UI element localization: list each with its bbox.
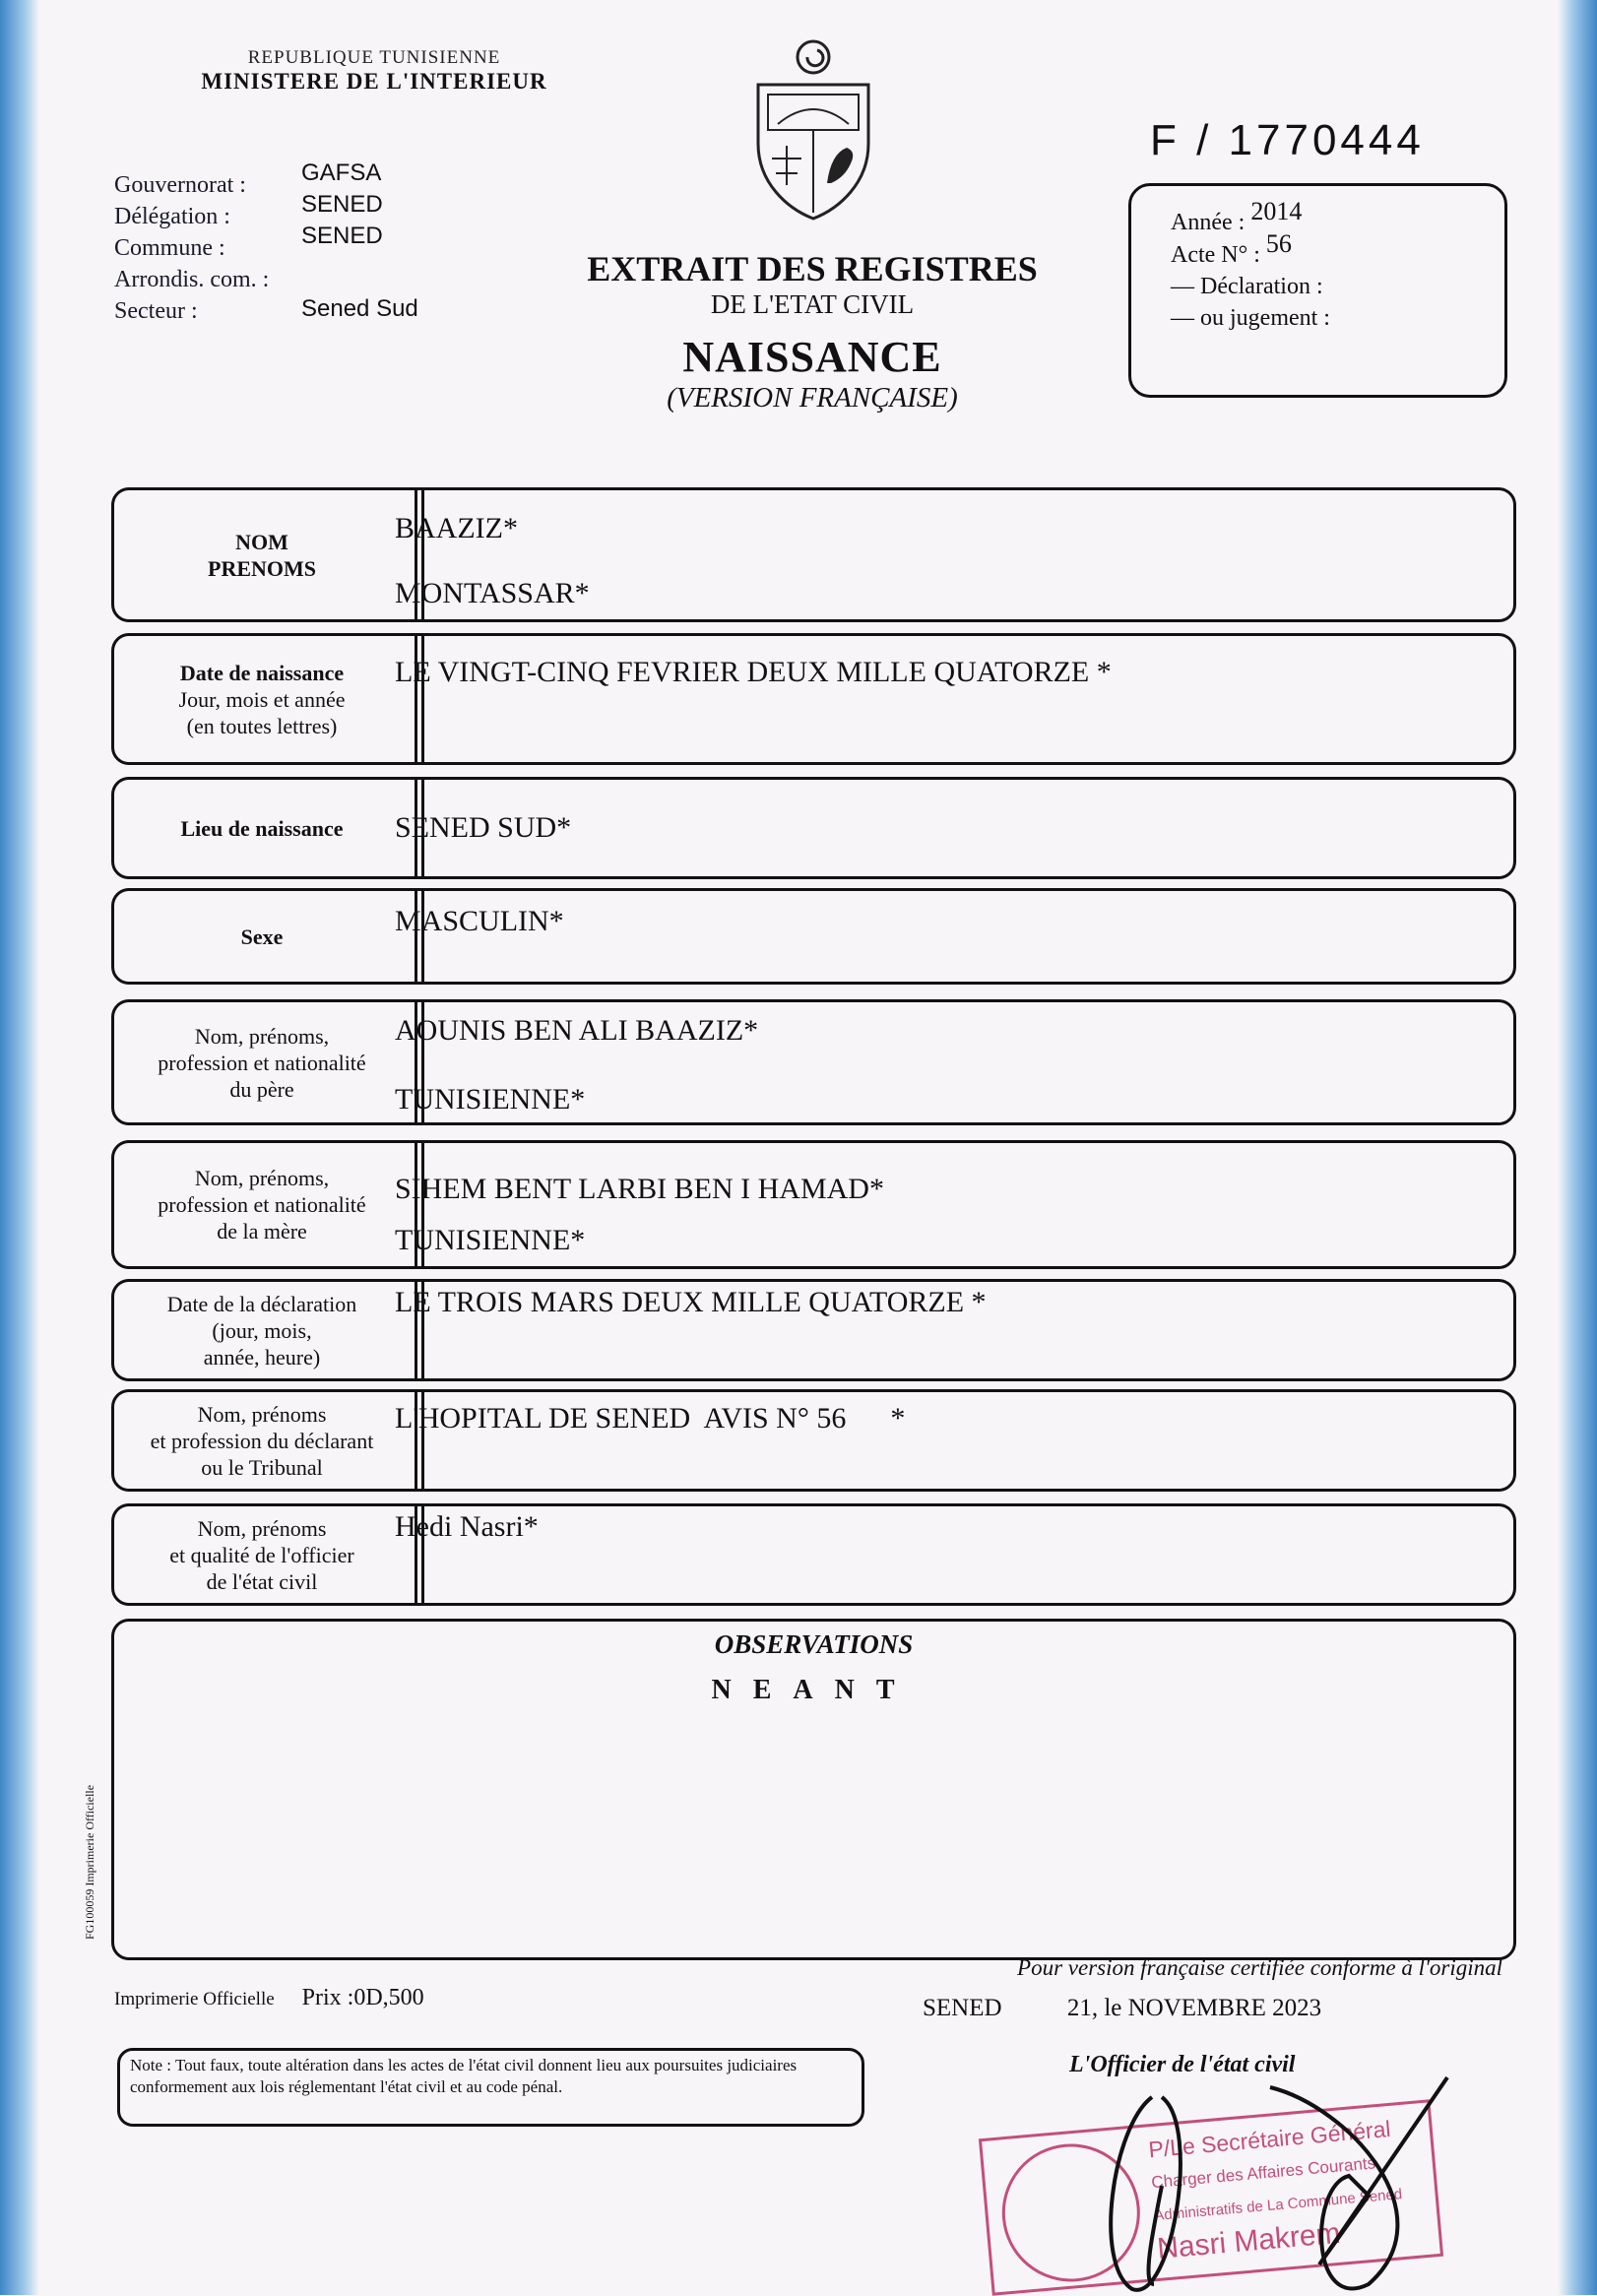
- signature: [1073, 2068, 1487, 2295]
- officier-label2: et qualité de l'officier: [169, 1542, 354, 1567]
- mere-label3: de la mère: [217, 1219, 307, 1244]
- row-nom-prenoms: [111, 487, 1516, 622]
- officier-label3: de l'état civil: [206, 1568, 318, 1594]
- title-version: (VERSION FRANÇAISE): [667, 382, 958, 414]
- nom-label: NOM: [235, 529, 288, 554]
- officier-value: Hedi Nasri*: [395, 1510, 539, 1543]
- declarant-value: L'HOPITAL DE SENED AVIS N° 56 *: [395, 1402, 906, 1435]
- vertical-print-code: FG100059 Imprimerie Officielle: [83, 1784, 96, 1940]
- date-naissance-sublabel: Jour, mois et année: [178, 686, 346, 712]
- annee-value: 2014: [1250, 197, 1303, 225]
- acte-value: 56: [1265, 229, 1292, 258]
- mere-label2: profession et nationalité: [158, 1192, 366, 1217]
- title-main: NAISSANCE: [682, 333, 942, 381]
- declarant-label2: et profession du déclarant: [150, 1428, 374, 1453]
- prenoms-label: PRENOMS: [208, 555, 316, 581]
- printer-label: Imprimerie Officielle: [114, 1989, 275, 2009]
- row-sexe: [111, 888, 1516, 985]
- row-lieu-naissance: [111, 777, 1516, 879]
- prenoms-value: MONTASSAR*: [395, 577, 590, 609]
- pere-label2: profession et nationalité: [158, 1050, 366, 1075]
- stamp-line: P/Le Secrétaire Général: [1147, 2115, 1392, 2163]
- date-naissance-sublabel2: (en toutes lettres): [186, 713, 338, 738]
- row-date-declaration: [111, 1279, 1516, 1381]
- arrondissement-value: [301, 252, 418, 293]
- commune-value: SENED: [301, 223, 383, 249]
- declaration-date-label3: année, heure): [203, 1344, 321, 1370]
- price-label: Prix :0D,500: [301, 1985, 424, 2010]
- acte-box: [1128, 183, 1507, 398]
- printer-price: [114, 1985, 424, 2011]
- declaration-date-label2: (jour, mois,: [212, 1317, 312, 1343]
- title-line1: EXTRAIT DES REGISTRES: [587, 249, 1038, 288]
- delegation-label: Délégation :: [114, 204, 230, 229]
- gouvernorat-label: Gouvernorat :: [114, 172, 246, 198]
- document-title: [512, 248, 1113, 415]
- pere-nationalite: TUNISIENNE*: [395, 1083, 586, 1116]
- pere-label3: du père: [229, 1076, 294, 1102]
- lieu-label: Lieu de naissance: [180, 815, 344, 841]
- issue-date: 21, le NOVEMBRE 2023: [1066, 1995, 1322, 2021]
- right-security-border: [1558, 0, 1597, 2295]
- jugement-label: — ou jugement :: [1171, 305, 1330, 331]
- acte-label: Acte N° :: [1171, 242, 1260, 268]
- observations-box: [111, 1619, 1516, 1960]
- row-officier: [111, 1503, 1516, 1606]
- mere-label1: Nom, prénoms,: [194, 1166, 330, 1190]
- secteur-value: Sened Sud: [301, 295, 418, 322]
- observations-title: OBSERVATIONS: [714, 1629, 914, 1659]
- declarant-label3: ou le Tribunal: [201, 1454, 323, 1480]
- arrondissement-label: Arrondis. com. :: [114, 267, 270, 292]
- issue-place: SENED: [923, 1995, 1002, 2021]
- issuer-header: [177, 47, 571, 95]
- lieu-value: SENED SUD*: [395, 811, 572, 844]
- date-naissance-label: Date de naissance: [179, 660, 345, 685]
- officer-title: L'Officier de l'état civil: [1069, 2052, 1296, 2077]
- observations-value: NEANT: [711, 1675, 917, 1705]
- row-date-naissance: [111, 633, 1516, 765]
- pere-label1: Nom, prénoms,: [194, 1023, 330, 1049]
- stamp-line: Nasri Makrem: [1155, 2216, 1342, 2265]
- commune-label: Commune :: [114, 235, 225, 261]
- coat-of-arms-icon: [748, 35, 878, 223]
- left-security-border: [0, 0, 39, 2295]
- locality-labels: [114, 169, 269, 327]
- row-declarant: [111, 1389, 1516, 1492]
- secteur-label: Secteur :: [114, 298, 198, 324]
- row-mere: [111, 1140, 1516, 1269]
- title-line2: DE L'ETAT CIVIL: [710, 289, 915, 319]
- declarant-label1: Nom, prénoms: [197, 1401, 327, 1427]
- sexe-value: MASCULIN*: [395, 905, 564, 937]
- issue-place-date: [923, 1995, 1321, 2022]
- delegation-value: SENED: [301, 191, 383, 218]
- ministry-name: MINISTERE DE L'INTERIEUR: [201, 69, 547, 94]
- pere-value: AOUNIS BEN ALI BAAZIZ*: [395, 1014, 759, 1047]
- certification-text: Pour version française certifiée conforme à l'original: [1017, 1955, 1502, 1980]
- date-naissance-value: LE VINGT-CINQ FEVRIER DEUX MILLE QUATORZE *: [395, 656, 1112, 688]
- row-pere: [111, 999, 1516, 1125]
- sexe-label: Sexe: [240, 924, 284, 949]
- officier-label1: Nom, prénoms: [197, 1515, 327, 1541]
- legal-note: Note : Tout faux, toute altération dans les actes de l'état civil donnent lieu aux poursuites judiciaires conformement aux lois réglementant l'état civil et au code pénal.: [117, 2048, 864, 2127]
- stamp-line: Charger des Affaires Courants: [1150, 2153, 1376, 2193]
- annee-label: Année :: [1171, 210, 1246, 235]
- nom-value: BAAZIZ*: [395, 512, 518, 544]
- declaration-label: — Déclaration :: [1171, 274, 1323, 299]
- locality-values: [301, 158, 418, 325]
- mere-value: SIHEM BENT LARBI BEN I HAMAD*: [395, 1173, 884, 1205]
- declaration-date-label1: Date de la déclaration: [166, 1291, 357, 1316]
- declaration-date-value: LE TROIS MARS DEUX MILLE QUATORZE *: [395, 1286, 987, 1318]
- republic-name: REPUBLIQUE TUNISIENNE: [247, 47, 501, 68]
- mere-nationalite: TUNISIENNE*: [395, 1224, 586, 1256]
- stamp-line: Administratifs de La Commune Sened: [1153, 2186, 1403, 2225]
- gouvernorat-value: GAFSA: [301, 159, 382, 186]
- serial-number: F / 1770444: [1150, 116, 1425, 164]
